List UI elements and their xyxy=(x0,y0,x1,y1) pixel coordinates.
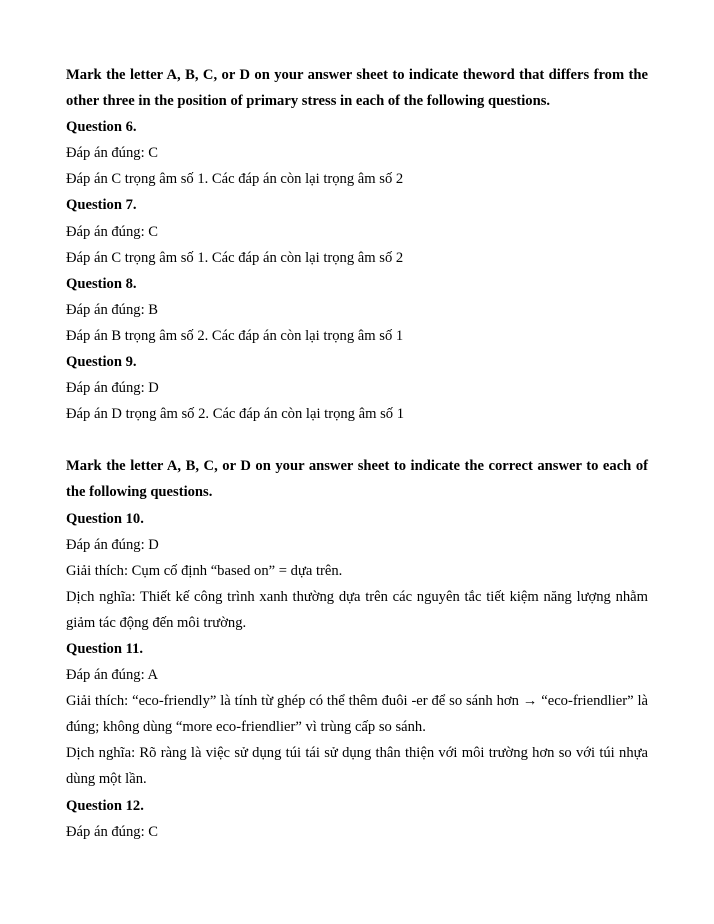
question-answer: Đáp án đúng: C xyxy=(66,145,159,162)
question-title: Question 8. xyxy=(66,275,137,292)
question-title: Question 9. xyxy=(66,354,137,371)
section-spacer xyxy=(66,427,648,453)
question-explanation: Giải thích: “eco-friendly” là tính từ ghép có thể thêm đuôi -er để so sánh hơn → “eco-friendlier” là đúng; không dùng “more eco-friendlier” vì trùng cấp so sánh. xyxy=(66,693,648,736)
question-note: Đáp án B trọng âm số 2. Các đáp án còn lại trọng âm số 1 xyxy=(66,327,404,344)
question-answer: Đáp án đúng: C xyxy=(66,223,159,240)
question-explanation: Giải thích: Cụm cố định “based on” = dựa trên. xyxy=(66,562,343,579)
question-answer: Đáp án đúng: C xyxy=(66,823,159,840)
question-block xyxy=(66,506,648,636)
question-title: Question 10. xyxy=(66,510,144,527)
question-answer: Đáp án đúng: A xyxy=(66,667,159,684)
document-page xyxy=(66,62,648,845)
question-title: Question 12. xyxy=(66,797,144,814)
question-answer: Đáp án đúng: B xyxy=(66,301,159,318)
question-answer: Đáp án đúng: D xyxy=(66,380,159,397)
section2-instruction: Mark the letter A, B, C, or D on your answer sheet to indicate the correct answer to each of the following questions. xyxy=(66,458,648,501)
question-block xyxy=(66,636,648,793)
question-block xyxy=(66,114,648,192)
question-translation: Dịch nghĩa: Thiết kế công trình xanh thường dựa trên các nguyên tắc tiết kiệm năng lượng nhằm giảm tác động đến môi trường. xyxy=(66,588,648,631)
question-note: Đáp án C trọng âm số 1. Các đáp án còn lại trọng âm số 2 xyxy=(66,171,404,188)
question-block xyxy=(66,192,648,270)
question-title: Question 7. xyxy=(66,197,137,214)
question-block xyxy=(66,271,648,349)
question-note: Đáp án C trọng âm số 1. Các đáp án còn lại trọng âm số 2 xyxy=(66,249,404,266)
question-title: Question 11. xyxy=(66,640,144,657)
question-block xyxy=(66,349,648,427)
question-note: Đáp án D trọng âm số 2. Các đáp án còn lại trọng âm số 1 xyxy=(66,406,405,423)
question-translation: Dịch nghĩa: Rõ ràng là việc sử dụng túi tái sử dụng thân thiện với môi trường hơn so với túi nhựa dùng một lần. xyxy=(66,745,648,788)
question-answer: Đáp án đúng: D xyxy=(66,536,159,553)
section1-instruction: Mark the letter A, B, C, or D on your answer sheet to indicate theword that differs from the other three in the position of primary stress in each of the following questions. xyxy=(66,67,648,110)
question-title: Question 6. xyxy=(66,119,137,136)
question-block xyxy=(66,793,648,845)
